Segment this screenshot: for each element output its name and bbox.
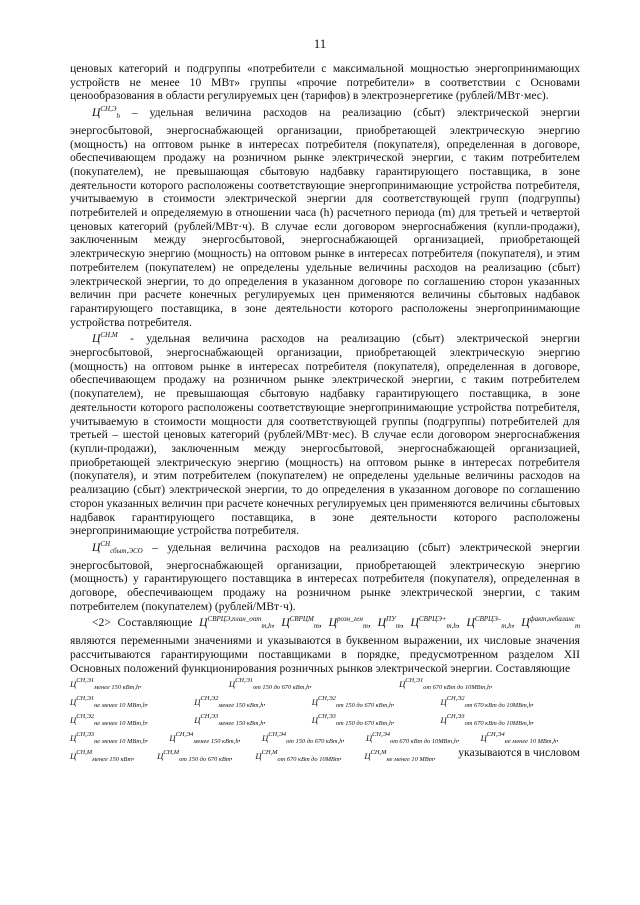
component-cell: $Ц^{СН,Э1}_{от 670 кВт до 10МВт,h}$, [399, 677, 493, 692]
page-number: 11 [313, 36, 327, 51]
paragraph-definition-energy: $Ц^{СН,Э}_h$ – удельная величина расходов на реализацию (сбыт) электрической энергии энергосбытовой, энергоснабжающей организации, приобретающей электрическую энергию (мощность) на оптовом рынке в интересах потребителя (покупателя), определенная в договоре, обеспечивающем продажу на розничном рынке электрической энергии, с таким потребителем (покупателем), не превышающая сбытовую надбавку гарантирующего поставщика, в зоне деятельности которого расположены соответствующие энергопринимающие устройства потребителя, учитываемую в стоимости электрической энергии для соответствующей групп (подгруппы) потребителей и определяемую в отношении часа (h) расчетного периода (m) для третьей и четвертой ценовых категорий (рублей/МВт·ч). В случае если договором энергоснабжения (купли-продажи), заключенным между энергосбытовой, энергоснабжающей организацией, приобретающей электрическую энергию (мощность) на оптовом рынке в интересах потребителя (покупателя), и этим потребителем (покупателем) не определены удельные величины расходов на реализацию (сбыт) электрической энергии, то до определения в указанном договоре по соглашению сторон указанных величин при расчете конечных регулируемых цен применяются величины сбытовых надбавок гарантирующего поставщика, в зоне деятельности которого расположены энергопринимающие устройства потребителя. [70, 105, 580, 329]
component-symbol: $Ц^{СН,М}_{менее 150 кВт}$ [70, 749, 133, 764]
component-symbol: $Ц^{СН,Э2}_{не менее 10 МВт,h}$ [70, 713, 146, 728]
component-symbol: $Ц^{СН,Э3}_{не менее 10 МВт,h}$ [70, 731, 146, 746]
component-tail-text: указываются в числовом [458, 746, 580, 760]
note-lead: <2> Составляющие [92, 616, 200, 630]
component-symbol: $Ц^{СН,М}_{от 150 до 670 кВт}$ [157, 749, 231, 764]
component-symbol: $Ц^{СН,Э3}_{от 150 до 670 кВт,h}$ [311, 713, 393, 728]
component-cell: $Ц^{СН,Э2}_{не менее 10 МВт,h}$, [70, 713, 149, 728]
component-cell: $Ц^{СН,Э2}_{от 150 до 670 кВт,h}$, [311, 695, 395, 710]
component-symbol-grid [70, 675, 580, 765]
component-symbol: $Ц^{СН,Э1}_{менее 150 кВт,h}$ [70, 677, 140, 692]
variable-symbol-list: $Ц^{СВРЦЭ,план\_опт}_{m,h}$, $Ц^{СВРЦМ}_m$, $Ц^{розн\_ген}_m$, $Ц^{ПУ}_m$, $Ц^{СВРЦЭ+}_{m,h}$, $Ц^{СВРЦЭ-}_{m,h}$, $Ц^{факт,небаланс}_m$ [199, 615, 581, 631]
symbol-c-sn-m: $Ц^{СН,М}$ [92, 331, 118, 346]
component-symbol: $Ц^{СН,Э3}_{от 670 кВт до 10МВт,h}$ [440, 713, 532, 728]
component-symbol: $Ц^{СН,Э4}_{от 670 кВт до 10МВт,h}$ [365, 731, 458, 746]
component-cell: $Ц^{СН,Э3}_{от 670 кВт до 10МВт,h}$, [440, 713, 534, 728]
paragraph-definition-eso: $Ц^{СН}_{сбыт,ЭСО}$ – удельная величина расходов на реализацию (сбыт) электрической энергии энергосбытовой, энергоснабжающей организации, приобретающей электрическую энергию (мощность) у гарантирующего поставщика в интересах потребителя (покупателя), определенная в договоре, обеспечивающем продажу на розничном рынке электрической энергии, с таким потребителем (покупателем) (рублей/МВт·ч). [70, 539, 580, 613]
component-cell: $Ц^{СН,Э4}_{менее 150 кВт,h}$, [169, 731, 241, 746]
component-cell: $Ц^{СН,Э4}_{от 670 кВт до 10МВт,h}$, [365, 731, 460, 746]
component-symbol: $Ц^{СН,Э3}_{менее 150 кВт,h}$ [194, 713, 264, 728]
paragraph-note-2 [70, 613, 580, 675]
component-symbol: $Ц^{СН,Э2}_{менее 150 кВт,h}$ [194, 695, 264, 710]
variable-symbol: $Ц^{СВРЦЭ,план\_опт}_{m,h}$ [199, 615, 272, 631]
component-symbol: $Ц^{СН,Э4}_{не менее 10 МВт,h}$ [480, 731, 557, 746]
component-cell: $Ц^{СН,М}_{менее 150 кВт}$, [70, 749, 135, 764]
component-row [70, 675, 580, 693]
component-symbol: $Ц^{СН,М}_{не менее 10 МВт}$ [364, 749, 434, 764]
variable-symbol: $Ц^{факт,небаланс}_m$ [521, 615, 581, 631]
component-cell: $Ц^{СН,Э1}_{от 150 до 670 кВт,h}$, [228, 677, 312, 692]
component-symbol: $Ц^{СН,Э1}_{от 670 кВт до 10МВт,h}$ [399, 677, 491, 692]
note-text: являются переменными значениями и указываются в буквенном выражении, их числовые значения рассчитываются гарантирующими поставщиками в порядке, предусмотренном разделом XII Основных положений функционирования розничных рынков электрической энергии. Составляющие [70, 634, 580, 675]
symbol-c-sn-sbyt-eso: $Ц^{СН}_{сбыт,ЭСО}$ [92, 539, 143, 555]
component-cell: $Ц^{СН,Э2}_{менее 150 кВт,h}$, [194, 695, 266, 710]
component-row [70, 747, 580, 765]
component-cell: $Ц^{СН,Э1}_{не менее 10 МВт,h}$, [70, 695, 149, 710]
component-cell: $Ц^{СН,Э1}_{менее 150 кВт,h}$, [70, 677, 142, 692]
variable-symbol: $Ц^{СВРЦЭ-}_{m,h}$ [466, 615, 512, 631]
component-cell: $Ц^{СН,Э2}_{от 670 кВт до 10МВт,h}$, [440, 695, 534, 710]
component-cell: $Ц^{СН,Э3}_{менее 150 кВт,h}$, [194, 713, 266, 728]
component-cell: $Ц^{СН,М}_{от 150 до 670 кВт}$, [157, 749, 233, 764]
component-cell: $Ц^{СН,Э3}_{не менее 10 МВт,h}$, [70, 731, 149, 746]
component-symbol: $Ц^{СН,Э2}_{от 150 до 670 кВт,h}$ [311, 695, 393, 710]
component-cell: $Ц^{СН,Э3}_{от 150 до 670 кВт,h}$, [311, 713, 395, 728]
component-cell: $Ц^{СН,Э4}_{от 150 до 670 кВт,h}$, [262, 731, 345, 746]
component-symbol: $Ц^{СН,Э4}_{менее 150 кВт,h}$ [169, 731, 239, 746]
paragraph-continuation: ценовых категорий и подгруппы «потребители с максимальной мощностью энергопринимающих устройств не менее 10 МВт» группы «прочие потребители» в соответствии с Основами ценообразования в области регулируемых цен (тарифов) в электроэнергетике (рублей/МВт·мес). [70, 62, 580, 103]
component-row [70, 711, 580, 729]
variable-symbol: $Ц^{СВРЦМ}_m$ [281, 615, 319, 631]
component-symbol: $Ц^{СН,Э4}_{от 150 до 670 кВт,h}$ [262, 731, 343, 746]
component-cell: $Ц^{СН,М}_{от 670 кВт до 10МВт}$, [255, 749, 342, 764]
paragraph-definition-capacity: $Ц^{СН,М}$ - удельная величина расходов на реализацию (сбыт) электрической энергии энергосбытовой, энергоснабжающей организации, приобретающей электрическую энергию (мощность) на оптовом рынке в интересах потребителя (покупателя), определенная в договоре, обеспечивающем продажу на розничном рынке электрической энергии, с таким потребителем (покупателем), не превышающая сбытовую надбавку гарантирующего поставщика, в зоне деятельности которого расположены соответствующие энергопринимающие устройства потребителя, учитываемую в стоимости мощности для соответствующей группы (подгруппы) потребителей для третьей – шестой ценовых категорий (рублей/МВт·мес). В случае если договором энергоснабжения (купли-продажи), заключенным между энергосбытовой, энергоснабжающей организацией, приобретающей электрическую энергию (мощность) на оптовом рынке в интересах потребителя (покупателя), и этим потребителем (покупателем) не определены удельные величины расходов на реализацию (сбыт) электрической энергии, то до определения в указанном договоре по соглашению сторон указанных величин при расчете конечных регулируемых цен применяются величины сбытовых надбавок гарантирующего поставщика, в зоне деятельности которого расположены энергопринимающие устройства потребителя. [70, 331, 580, 538]
component-symbol: $Ц^{СН,Э1}_{от 150 до 670 кВт,h}$ [228, 677, 310, 692]
component-symbol: $Ц^{СН,Э2}_{от 670 кВт до 10МВт,h}$ [440, 695, 532, 710]
component-cell: $Ц^{СН,Э4}_{не менее 10 МВт,h}$, [480, 731, 559, 746]
component-symbol: $Ц^{СН,М}_{от 670 кВт до 10МВт}$ [255, 749, 340, 764]
symbol-c-sn-e: $Ц^{СН,Э}_h$ [92, 105, 120, 121]
component-row [70, 693, 580, 711]
component-symbol: $Ц^{СН,Э1}_{не менее 10 МВт,h}$ [70, 695, 146, 710]
document-body [70, 62, 580, 765]
variable-symbol: $Ц^{СВРЦЭ+}_{m,h}$ [410, 615, 457, 631]
component-row [70, 729, 580, 747]
variable-symbol: $Ц^{розн\_ген}_m$ [328, 615, 368, 631]
variable-symbol: $Ц^{ПУ}_m$ [377, 615, 401, 631]
component-cell: $Ц^{СН,М}_{не менее 10 МВт}$, [364, 749, 436, 764]
